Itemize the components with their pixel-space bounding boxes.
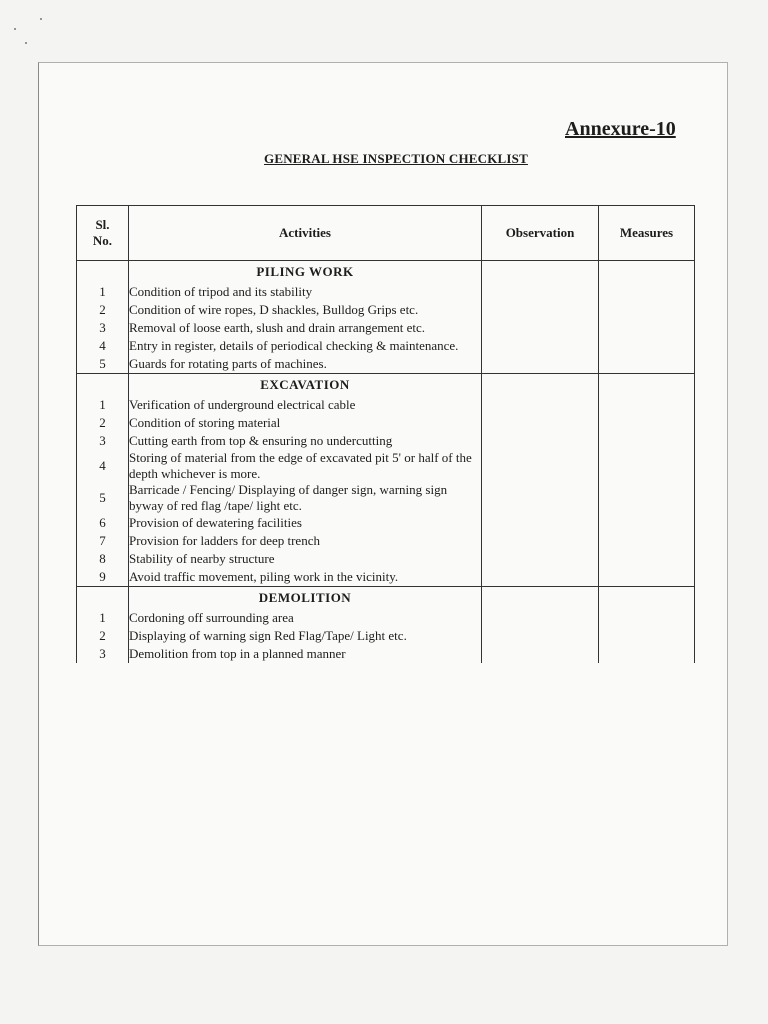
measures-cell xyxy=(599,532,695,550)
table-row xyxy=(77,568,695,587)
activity-text: Cutting earth from top & ensuring no undercutting xyxy=(129,432,482,450)
measures-cell xyxy=(599,414,695,432)
item-number: 6 xyxy=(77,514,129,532)
activity-text: Storing of material from the edge of excavated pit 5' or half of the depth whichever is more. xyxy=(129,450,482,482)
item-number: 5 xyxy=(77,355,129,374)
activity-text: Avoid traffic movement, piling work in the vicinity. xyxy=(129,568,482,587)
observation-cell xyxy=(482,450,599,482)
header-sl-no: Sl. No. xyxy=(77,206,129,261)
activity-text: Condition of storing material xyxy=(129,414,482,432)
document-title: GENERAL HSE INSPECTION CHECKLIST xyxy=(264,151,528,166)
measures-cell xyxy=(599,432,695,450)
item-number: 2 xyxy=(77,301,129,319)
table-row xyxy=(77,550,695,568)
section-row xyxy=(77,587,695,610)
observation-cell xyxy=(482,587,599,610)
section-sl-cell xyxy=(77,374,129,397)
item-number: 3 xyxy=(77,319,129,337)
table-row xyxy=(77,627,695,645)
scan-speck xyxy=(25,42,27,44)
observation-cell xyxy=(482,396,599,414)
observation-cell xyxy=(482,482,599,514)
measures-cell xyxy=(599,374,695,397)
item-number: 9 xyxy=(77,568,129,587)
item-number: 8 xyxy=(77,550,129,568)
observation-cell xyxy=(482,645,599,663)
measures-cell xyxy=(599,319,695,337)
measures-cell xyxy=(599,514,695,532)
observation-cell xyxy=(482,627,599,645)
item-number: 1 xyxy=(77,283,129,301)
item-number: 4 xyxy=(77,450,129,482)
table-row xyxy=(77,645,695,663)
table-row xyxy=(77,482,695,514)
observation-cell xyxy=(482,374,599,397)
table-row xyxy=(77,396,695,414)
table-row xyxy=(77,301,695,319)
activity-text: Condition of tripod and its stability xyxy=(129,283,482,301)
item-number: 4 xyxy=(77,337,129,355)
measures-cell xyxy=(599,627,695,645)
activity-text: Entry in register, details of periodical checking & maintenance. xyxy=(129,337,482,355)
observation-cell xyxy=(482,532,599,550)
activity-text: Provision of dewatering facilities xyxy=(129,514,482,532)
activity-text: Barricade / Fencing/ Displaying of danger sign, warning sign byway of red flag /tape/ light etc. xyxy=(129,482,482,514)
section-heading: EXCAVATION xyxy=(129,374,482,397)
observation-cell xyxy=(482,432,599,450)
activity-text: Stability of nearby structure xyxy=(129,550,482,568)
measures-cell xyxy=(599,587,695,610)
observation-cell xyxy=(482,261,599,284)
observation-cell xyxy=(482,319,599,337)
activity-text: Guards for rotating parts of machines. xyxy=(129,355,482,374)
item-number: 7 xyxy=(77,532,129,550)
section-sl-cell xyxy=(77,261,129,284)
item-number: 3 xyxy=(77,432,129,450)
measures-cell xyxy=(599,450,695,482)
measures-cell xyxy=(599,645,695,663)
observation-cell xyxy=(482,301,599,319)
table-row xyxy=(77,414,695,432)
item-number: 1 xyxy=(77,609,129,627)
measures-cell xyxy=(599,301,695,319)
observation-cell xyxy=(482,568,599,587)
section-heading: PILING WORK xyxy=(129,261,482,284)
table-row xyxy=(77,532,695,550)
activity-text: Removal of loose earth, slush and drain arrangement etc. xyxy=(129,319,482,337)
observation-cell xyxy=(482,283,599,301)
observation-cell xyxy=(482,414,599,432)
activity-text: Displaying of warning sign Red Flag/Tape/ Light etc. xyxy=(129,627,482,645)
measures-cell xyxy=(599,396,695,414)
activity-text: Condition of wire ropes, D shackles, Bulldog Grips etc. xyxy=(129,301,482,319)
measures-cell xyxy=(599,283,695,301)
inspection-checklist-table xyxy=(76,205,695,663)
measures-cell xyxy=(599,482,695,514)
table-row xyxy=(77,283,695,301)
header-measures: Measures xyxy=(599,206,695,261)
observation-cell xyxy=(482,355,599,374)
item-number: 2 xyxy=(77,627,129,645)
table-header-row xyxy=(77,206,695,261)
measures-cell xyxy=(599,261,695,284)
scan-speck xyxy=(14,28,16,30)
activity-text: Demolition from top in a planned manner xyxy=(129,645,482,663)
activity-text: Provision for ladders for deep trench xyxy=(129,532,482,550)
measures-cell xyxy=(599,568,695,587)
header-activities: Activities xyxy=(129,206,482,261)
measures-cell xyxy=(599,550,695,568)
annexure-label: Annexure-10 xyxy=(565,118,676,140)
section-heading: DEMOLITION xyxy=(129,587,482,610)
table-row xyxy=(77,355,695,374)
item-number: 2 xyxy=(77,414,129,432)
observation-cell xyxy=(482,514,599,532)
item-number: 5 xyxy=(77,482,129,514)
table-row xyxy=(77,319,695,337)
section-row xyxy=(77,374,695,397)
measures-cell xyxy=(599,337,695,355)
measures-cell xyxy=(599,355,695,374)
observation-cell xyxy=(482,609,599,627)
table-row xyxy=(77,609,695,627)
header-observation: Observation xyxy=(482,206,599,261)
table-row xyxy=(77,514,695,532)
item-number: 1 xyxy=(77,396,129,414)
section-sl-cell xyxy=(77,587,129,610)
table-row xyxy=(77,450,695,482)
measures-cell xyxy=(599,609,695,627)
observation-cell xyxy=(482,337,599,355)
activity-text: Verification of underground electrical cable xyxy=(129,396,482,414)
activity-text: Cordoning off surrounding area xyxy=(129,609,482,627)
item-number: 3 xyxy=(77,645,129,663)
table-row xyxy=(77,337,695,355)
scan-speck xyxy=(40,18,42,20)
table-row xyxy=(77,432,695,450)
observation-cell xyxy=(482,550,599,568)
section-row xyxy=(77,261,695,284)
